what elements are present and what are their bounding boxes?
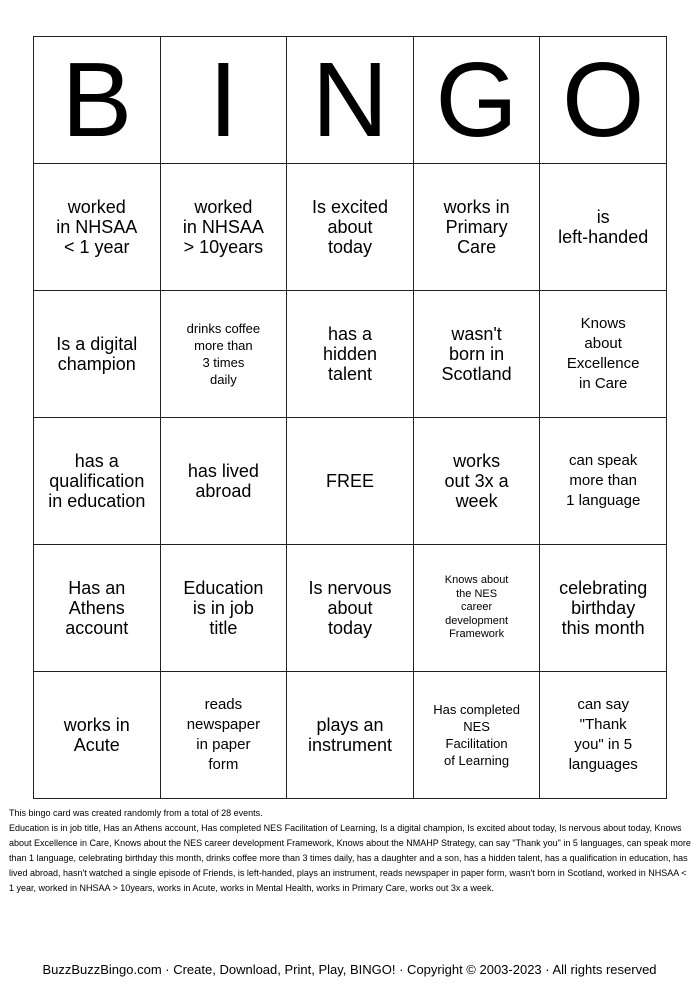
- header-letter-g: G: [413, 37, 540, 164]
- bingo-cell: Is excited about today: [287, 164, 414, 291]
- footer-copyright: BuzzBuzzBingo.com · Create, Download, Print, Play, BINGO! · Copyright © 2003-2023 · All rights reserved: [42, 962, 657, 977]
- bingo-cell: Is a digital champion: [34, 291, 161, 418]
- bingo-row: [34, 418, 667, 545]
- bingo-cell: works out 3x a week: [413, 418, 540, 545]
- bingo-cell: has a qualification in education: [34, 418, 161, 545]
- bingo-cell: Knows about the NES career development Framework: [413, 545, 540, 672]
- free-space: FREE: [287, 418, 414, 545]
- bingo-cell: Has completed NES Facilitation of Learning: [413, 672, 540, 799]
- bingo-cell: plays an instrument: [287, 672, 414, 799]
- bingo-cell: worked in NHSAA < 1 year: [34, 164, 161, 291]
- bingo-cell: can speak more than 1 language: [540, 418, 667, 545]
- bingo-cell: can say "Thank you" in 5 languages: [540, 672, 667, 799]
- bingo-row: [34, 164, 667, 291]
- bingo-cell: wasn't born in Scotland: [413, 291, 540, 418]
- bingo-cell: drinks coffee more than 3 times daily: [160, 291, 287, 418]
- bingo-cell: Is nervous about today: [287, 545, 414, 672]
- bingo-cell: has a hidden talent: [287, 291, 414, 418]
- bingo-cell: reads newspaper in paper form: [160, 672, 287, 799]
- card-description: [9, 806, 693, 896]
- bingo-cell: is left-handed: [540, 164, 667, 291]
- bingo-cell: works in Primary Care: [413, 164, 540, 291]
- event-list: Education is in job title, Has an Athens account, Has completed NES Facilitation of Learning, Is a digital champion, Is excited about today, Is nervous about today, Knows about Excellence in Care, Knows about the NES career development Framework, Knows about the NMAHP Strategy, can say "Thank you" in 5 languages, can speak more than 1 language, celebrating birthday this month, drinks coffee more than 3 times daily, has a daughter and a son, has a hidden talent, has a qualification in education, has lived abroad, hasn't watched a single episode of Friends, is left-handed, plays an instrument, reads newspaper in paper form, wasn't born in Scotland, worked in NHSAA < 1 year, worked in NHSAA > 10years, works in Acute, works in Mental Health, works in Primary Care, works out 3x a week.: [9, 823, 691, 893]
- bingo-card: [33, 36, 667, 799]
- bingo-cell: works in Acute: [34, 672, 161, 799]
- bingo-cell: has lived abroad: [160, 418, 287, 545]
- bingo-cell: Education is in job title: [160, 545, 287, 672]
- header-letter-o: O: [540, 37, 667, 164]
- bingo-cell: worked in NHSAA > 10years: [160, 164, 287, 291]
- bingo-header-row: [34, 37, 667, 164]
- bingo-cell: Has an Athens account: [34, 545, 161, 672]
- event-count-note: This bingo card was created randomly from a total of 28 events.: [9, 808, 263, 818]
- bingo-row: [34, 291, 667, 418]
- header-letter-b: B: [34, 37, 161, 164]
- bingo-cell: Knows about Excellence in Care: [540, 291, 667, 418]
- header-letter-i: I: [160, 37, 287, 164]
- bingo-cell: celebrating birthday this month: [540, 545, 667, 672]
- header-letter-n: N: [287, 37, 414, 164]
- bingo-row: [34, 672, 667, 799]
- bingo-row: [34, 545, 667, 672]
